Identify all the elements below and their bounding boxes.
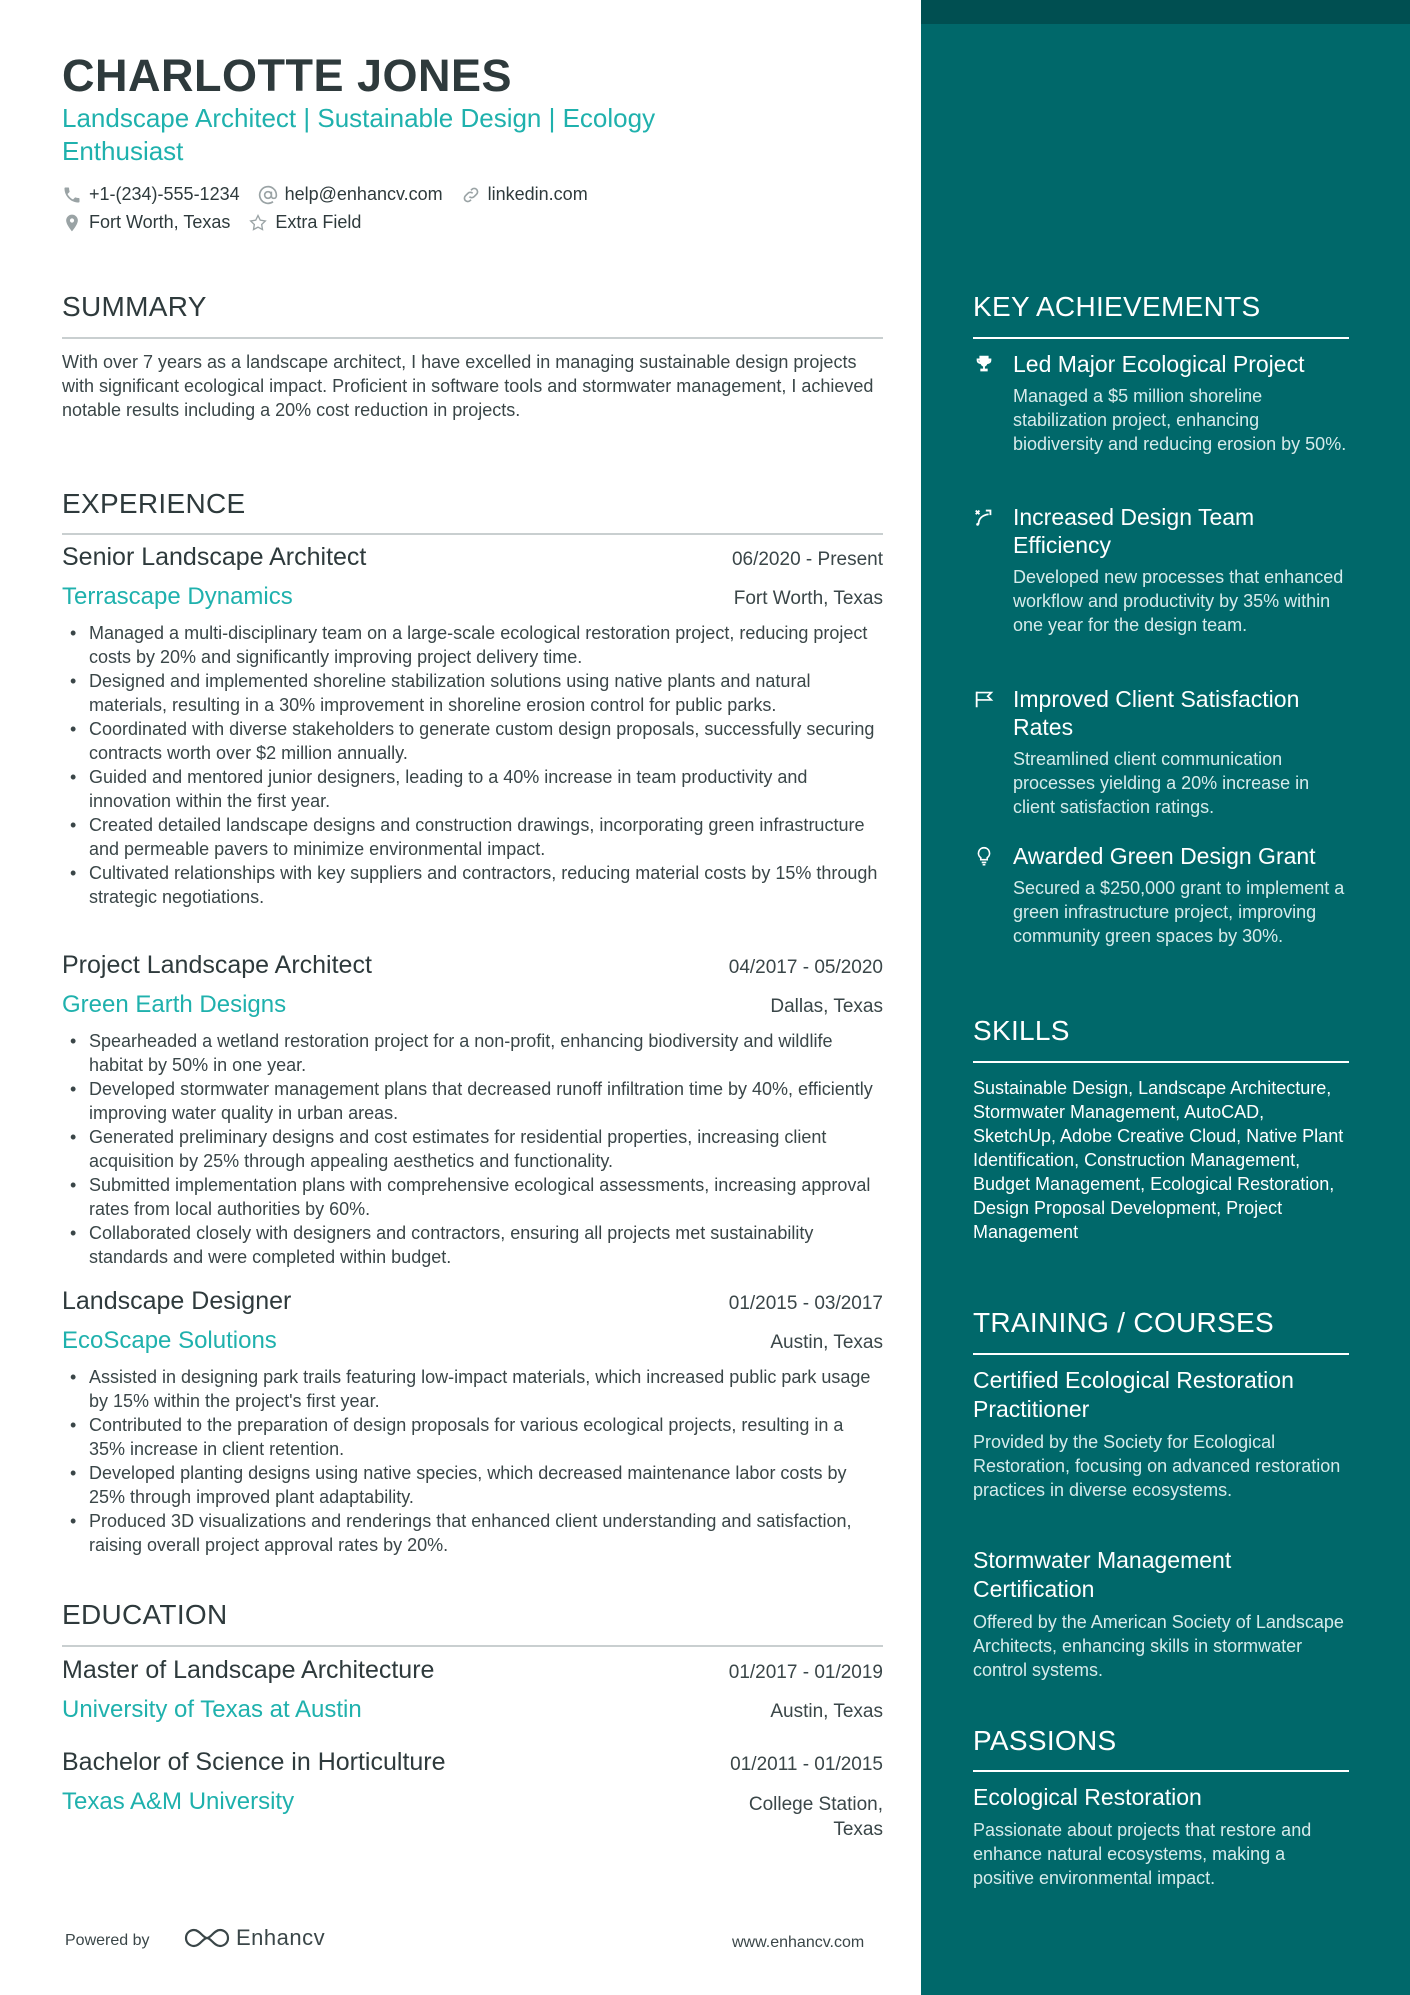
enhancv-logo[interactable] bbox=[182, 1924, 325, 1952]
job-bullet: • Developed planting designs using native species, which decreased maintenance labor costs by 25% through improved plant adaptability. bbox=[62, 1461, 883, 1509]
candidate-name: CHARLOTTE JONES bbox=[62, 50, 513, 101]
experience-heading: EXPERIENCE bbox=[62, 488, 246, 519]
linkedin-text: linkedin.com bbox=[487, 184, 588, 204]
passions-heading: PASSIONS bbox=[973, 1725, 1117, 1756]
training-title: Certified Ecological Restoration Practitioner bbox=[973, 1367, 1294, 1422]
training-title: Stormwater Management Certification bbox=[973, 1547, 1232, 1602]
education-dates: 01/2011 - 01/2015 bbox=[730, 1754, 883, 1775]
summary-text: With over 7 years as a landscape architect, I have excelled in managing sustainable design projects with significant ecological impact. Proficient in software tools and stormwater management, I achieved notable results including a 20% cost reduction in projects. bbox=[62, 352, 874, 420]
education-header bbox=[62, 1748, 883, 1788]
job-bullet: • Guided and mentored junior designers, leading to a 40% increase in team productivity and innovation within the first year. bbox=[62, 765, 883, 813]
job-entry bbox=[62, 951, 883, 1269]
achievement-description: Streamlined client communication processes yielding a 20% increase in client satisfaction ratings. bbox=[1013, 749, 1310, 817]
job-bullet: • Coordinated with diverse stakeholders to generate custom design proposals, successfully securing contracts worth over $2 million annually. bbox=[62, 717, 883, 765]
job-bullet: • Submitted implementation plans with comprehensive ecological assessments, increasing approval rates from local authorities by 60%. bbox=[62, 1173, 883, 1221]
phone-text: +1-(234)-555-1234 bbox=[89, 184, 240, 204]
job-bullet: • Designed and implemented shoreline stabilization solutions using native plants and natural materials, resulting in a 30% improvement in shoreline erosion control for public parks. bbox=[62, 669, 883, 717]
enhancv-brand: Enhancv bbox=[236, 1925, 326, 1950]
degree-title: Master of Landscape Architecture bbox=[62, 1656, 435, 1684]
job-entry bbox=[62, 543, 883, 909]
achievement-title: Increased Design Team Efficiency bbox=[1013, 504, 1255, 558]
job-location: Fort Worth, Texas bbox=[733, 588, 883, 609]
at-sign-icon bbox=[258, 185, 278, 205]
contact-extra bbox=[248, 212, 361, 233]
extra-field-text: Extra Field bbox=[275, 212, 362, 232]
powered-by-label: Powered by bbox=[65, 1932, 150, 1949]
skills-divider bbox=[973, 1061, 1349, 1063]
education-location bbox=[749, 1792, 883, 1842]
passion-item bbox=[973, 1783, 1349, 1890]
job-title: Project Landscape Architect bbox=[62, 951, 372, 979]
experience-divider bbox=[62, 533, 883, 535]
link-icon bbox=[461, 185, 481, 205]
job-dates: 04/2017 - 05/2020 bbox=[728, 957, 883, 978]
job-subheader bbox=[62, 583, 883, 621]
summary-divider bbox=[62, 337, 883, 339]
job-bullet: • Produced 3D visualizations and renderings that enhanced client understanding and satisfaction, raising overall project approval rates by 20%. bbox=[62, 1509, 883, 1557]
job-bullets bbox=[62, 621, 883, 909]
job-subheader bbox=[62, 1327, 883, 1365]
sidebar-top-band bbox=[921, 0, 1410, 24]
job-entry bbox=[62, 1287, 883, 1557]
job-dates: 06/2020 - Present bbox=[731, 549, 883, 570]
contact-linkedin[interactable] bbox=[461, 184, 588, 205]
training-heading: TRAINING / COURSES bbox=[973, 1307, 1274, 1338]
achievement-description: Developed new processes that enhanced workflow and productivity by 35% within one year for the design team. bbox=[1013, 567, 1344, 635]
job-bullet: • Contributed to the preparation of design proposals for various ecological projects, resulting in a 35% increase in client retention. bbox=[62, 1413, 883, 1461]
education-dates: 01/2017 - 01/2019 bbox=[728, 1662, 883, 1683]
achievement-header bbox=[973, 842, 1353, 870]
education-header bbox=[62, 1656, 883, 1696]
education-entry bbox=[62, 1656, 883, 1734]
lightbulb-icon bbox=[973, 842, 997, 870]
degree-title: Bachelor of Science in Horticulture bbox=[62, 1748, 446, 1776]
achievement-description: Managed a $5 million shoreline stabilization project, enhancing biodiversity and reducing erosion by 50%. bbox=[1013, 386, 1347, 454]
summary-heading: SUMMARY bbox=[62, 291, 207, 322]
skills-heading: SKILLS bbox=[973, 1015, 1070, 1046]
training-item bbox=[973, 1546, 1349, 1682]
location-text: Fort Worth, Texas bbox=[89, 212, 231, 232]
achievement-title: Awarded Green Design Grant bbox=[1013, 843, 1316, 869]
achievement-title: Led Major Ecological Project bbox=[1013, 351, 1305, 377]
job-subheader bbox=[62, 991, 883, 1029]
contact-row-1 bbox=[62, 184, 606, 205]
job-location: Austin, Texas bbox=[770, 1332, 883, 1353]
job-bullets bbox=[62, 1365, 883, 1557]
achievement-title: Improved Client Satisfaction Rates bbox=[1013, 686, 1300, 740]
flag-icon bbox=[973, 685, 997, 713]
job-bullet: • Managed a multi-disciplinary team on a large-scale ecological restoration project, reducing project costs by 20% and significantly improving project delivery time. bbox=[62, 621, 883, 669]
training-item bbox=[973, 1366, 1349, 1502]
job-company: Green Earth Designs bbox=[62, 991, 287, 1018]
strategy-icon bbox=[973, 503, 997, 531]
achievements-heading: KEY ACHIEVEMENTS bbox=[973, 291, 1261, 322]
contact-row-2 bbox=[62, 212, 379, 233]
job-header bbox=[62, 951, 883, 991]
sidebar-column bbox=[921, 0, 1410, 1995]
job-bullet: • Cultivated relationships with key suppliers and contractors, reducing material costs by 15% through strategic negotiations. bbox=[62, 861, 883, 909]
location-pin-icon bbox=[62, 213, 82, 233]
enhancv-logo-icon bbox=[182, 1924, 232, 1952]
achievement-description: Secured a $250,000 grant to implement a green infrastructure project, improving community green spaces by 30%. bbox=[1013, 878, 1345, 946]
job-company: Terrascape Dynamics bbox=[62, 583, 293, 610]
education-heading: EDUCATION bbox=[62, 1599, 228, 1630]
contact-phone bbox=[62, 184, 240, 205]
training-description: Offered by the American Society of Landscape Architects, enhancing skills in stormwater control systems. bbox=[973, 1612, 1344, 1680]
training-description: Provided by the Society for Ecological Restoration, focusing on advanced restoration practices in diverse ecosystems. bbox=[973, 1432, 1341, 1500]
job-bullet: • Spearheaded a wetland restoration project for a non-profit, enhancing biodiversity and wildlife habitat by 50% in one year. bbox=[62, 1029, 883, 1077]
achievement-item bbox=[973, 685, 1353, 819]
footer-url[interactable]: www.enhancv.com bbox=[732, 1934, 865, 1951]
education-subheader bbox=[62, 1696, 883, 1734]
job-bullet: • Created detailed landscape designs and construction drawings, incorporating green infrastructure and permeable pavers to minimize environmental impact. bbox=[62, 813, 883, 861]
phone-icon bbox=[62, 185, 82, 205]
education-entry bbox=[62, 1748, 883, 1840]
school-name: University of Texas at Austin bbox=[62, 1696, 362, 1723]
education-divider bbox=[62, 1645, 883, 1647]
job-title: Senior Landscape Architect bbox=[62, 543, 367, 571]
job-bullet: • Developed stormwater management plans that decreased runoff infiltration time by 40%, efficiently improving water quality in urban areas. bbox=[62, 1077, 883, 1125]
job-title: Landscape Designer bbox=[62, 1287, 292, 1315]
tagline: Landscape Architect | Sustainable Design | Ecology Enthusiast bbox=[62, 103, 656, 166]
achievement-item bbox=[973, 350, 1353, 456]
education-location-line: Texas bbox=[833, 1819, 883, 1840]
achievement-item bbox=[973, 842, 1353, 948]
job-header bbox=[62, 543, 883, 583]
achievements-divider bbox=[973, 337, 1349, 339]
job-bullet: • Collaborated closely with designers and contractors, ensuring all projects met sustainability standards and were completed within budget. bbox=[62, 1221, 883, 1269]
job-header bbox=[62, 1287, 883, 1327]
passions-divider bbox=[973, 1770, 1349, 1772]
achievement-item bbox=[973, 503, 1353, 637]
email-text: help@enhancv.com bbox=[284, 184, 443, 204]
education-location: Austin, Texas bbox=[770, 1701, 883, 1722]
achievement-header bbox=[973, 685, 1353, 741]
achievement-header bbox=[973, 503, 1353, 559]
job-bullet: • Assisted in designing park trails featuring low-impact materials, which increased public park usage by 15% within the project's first year. bbox=[62, 1365, 883, 1413]
training-divider bbox=[973, 1353, 1349, 1355]
contact-email[interactable] bbox=[258, 184, 443, 205]
education-subheader bbox=[62, 1788, 883, 1840]
job-dates: 01/2015 - 03/2017 bbox=[728, 1293, 883, 1314]
passion-title: Ecological Restoration bbox=[973, 1784, 1202, 1810]
job-location: Dallas, Texas bbox=[770, 996, 883, 1017]
job-bullets bbox=[62, 1029, 883, 1269]
school-name: Texas A&M University bbox=[62, 1788, 295, 1815]
passion-description: Passionate about projects that restore and enhance natural ecosystems, making a positive environmental impact. bbox=[973, 1820, 1312, 1888]
job-bullet: • Generated preliminary designs and cost estimates for residential properties, increasing client acquisition by 25% through appealing aesthetics and functionality. bbox=[62, 1125, 883, 1173]
education-location-line: College Station, bbox=[748, 1794, 883, 1815]
trophy-icon bbox=[973, 350, 997, 378]
skills-list: Sustainable Design, Landscape Architecture, Stormwater Management, AutoCAD, SketchUp, Adobe Creative Cloud, Native Plant Identification, Construction Management, Budget Management, Ecological Restoration, Design Proposal Development, Project Management bbox=[973, 1078, 1344, 1242]
achievement-header bbox=[973, 350, 1353, 378]
contact-location bbox=[62, 212, 230, 233]
star-icon bbox=[248, 213, 268, 233]
job-company: EcoScape Solutions bbox=[62, 1327, 277, 1354]
